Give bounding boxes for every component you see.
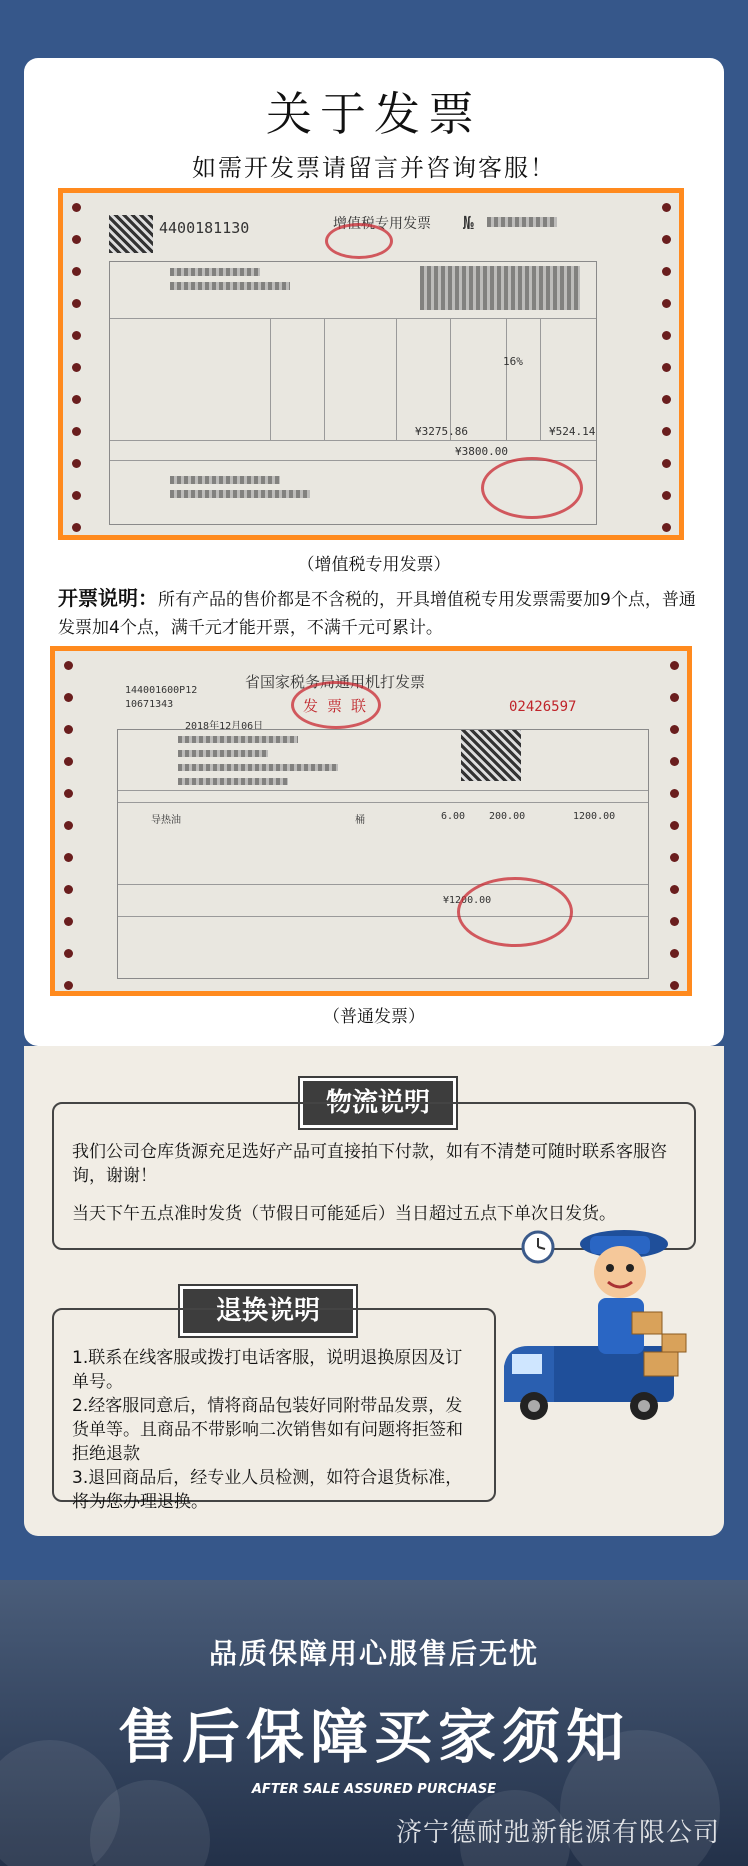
tax-rate: 16% [503, 355, 523, 368]
footer-slogan-big: 售后保障买家须知 [117, 1703, 630, 1771]
page-subtitle: 如需开发票请留言并咨询客服！ [192, 154, 556, 182]
company-seal-2 [457, 877, 573, 947]
returns-line-2: 2.经客服同意后，情将商品包装好同附带品发票，发货单等。且商品不带影响二次销售如有问题将拒签和拒绝退款 [72, 1396, 463, 1464]
item-amount: 1200.00 [573, 811, 616, 822]
invoice-number-left: 10671343 [125, 699, 174, 710]
page-title: 关于发票 [266, 87, 482, 141]
footer-banner [0, 1580, 748, 1866]
returns-box [52, 1308, 496, 1512]
invoice-code: 4400181130 [159, 219, 250, 237]
returns-badge: 退换说明 [180, 1286, 356, 1336]
footer-slogan-small: 品质保障用心服售后无忧 [208, 1637, 539, 1670]
note-text: 所有产品的售价都是不含税的，开具增值税专用发票需要加9个点，普通发票加4个点，满千元才能开票，不满千元可累计。 [58, 590, 696, 638]
left-perforation [67, 203, 85, 535]
invoice-total: ¥1200.00 [443, 895, 492, 906]
redacted-number [487, 217, 557, 227]
note-heading: 开票说明： [58, 586, 158, 610]
grand-total: ¥3800.00 [455, 445, 508, 458]
returns-line-3: 3.退回商品后，经专业人员检测，如符合退货标准，将为您办理退换。 [72, 1468, 463, 1512]
footer-english: AFTER SALE ASSURED PURCHASE [251, 1782, 497, 1797]
item-qty: 6.00 [441, 811, 466, 822]
item-price: 200.00 [489, 811, 526, 822]
qr-code [109, 215, 153, 253]
vat-invoice-image [58, 188, 684, 540]
normal-invoice-subtitle: 发 票 联 [303, 697, 367, 715]
logistics-line-2: 当天下午五点准时发货（节假日可能延后）当日超过五点下单次日发货。 [72, 1204, 616, 1224]
right-perforation [657, 203, 675, 535]
item-name: 导热油 [151, 815, 181, 826]
logistics-line-1: 我们公司仓库货源充足选好产品可直接拍下付款，如有不清楚可随时联系客服咨询，谢谢！ [72, 1142, 667, 1186]
invoice-code-left: 144001600P12 [125, 685, 198, 696]
logistics-badge: 物流说明 [300, 1078, 456, 1128]
item-unit: 桶 [355, 815, 365, 826]
left-perforation-2 [59, 661, 77, 991]
invoice-card [24, 58, 724, 1046]
invoice-no-label: № [463, 213, 474, 234]
normal-invoice-title: 省国家税务局通用机打发票 [245, 673, 426, 691]
amount-total: ¥3275.86 [415, 425, 468, 438]
tax-total: ¥524.14 [549, 425, 596, 438]
service-section [24, 1046, 724, 1536]
company-seal [481, 457, 583, 519]
tax-seal-2 [291, 681, 381, 729]
normal-invoice-caption: （普通发票） [323, 1007, 425, 1027]
right-perforation-2 [665, 661, 683, 991]
company-name: 济宁德耐弛新能源有限公司 [395, 1818, 720, 1848]
normal-invoice-grid [117, 729, 649, 979]
vat-invoice-caption: （增值税专用发票） [297, 555, 451, 575]
delivery-courier-illustration [494, 1226, 714, 1426]
invoice-title: 增值税专用发票 [333, 216, 431, 232]
returns-line-1: 1.联系在线客服或拨打电话客服，说明退换原因及订单号。 [72, 1348, 463, 1392]
normal-invoice-image [50, 646, 692, 996]
tax-seal [325, 223, 393, 259]
normal-invoice-number: 02426597 [509, 699, 577, 715]
invoice-note [58, 584, 708, 642]
invoice-date: 2018年12月06日 [185, 721, 264, 732]
